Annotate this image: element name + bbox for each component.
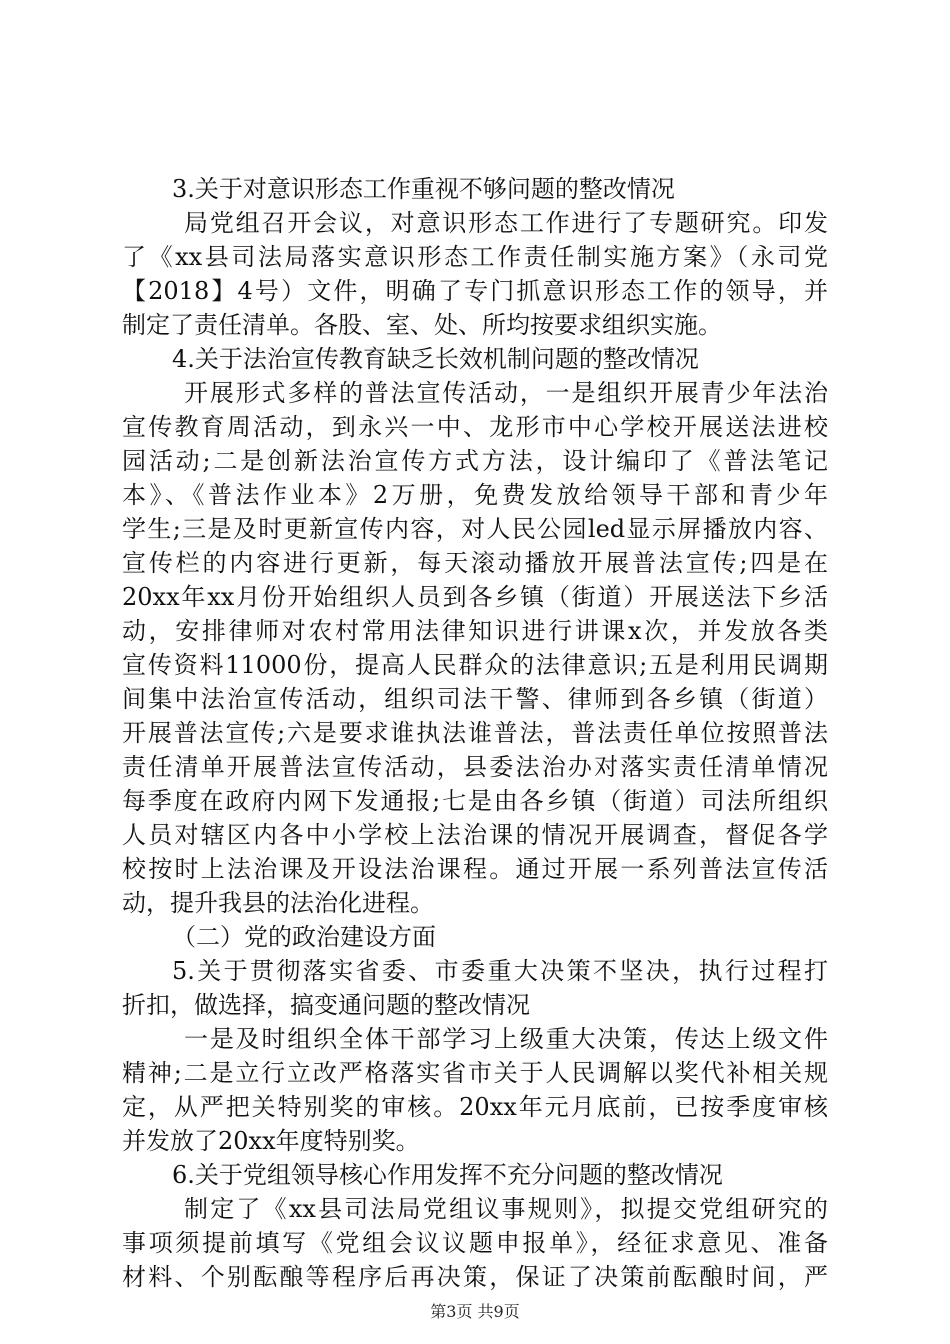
- heading-item-4: 4.关于法治宣传教育缺乏长效机制问题的整改情况: [172, 345, 699, 373]
- paragraph-line: 开展形式多样的普法宣传活动，一是组织开展青少年法治: [184, 379, 828, 407]
- paragraph-line: 制定了责任清单。各股、室、处、所均按要求组织实施。: [122, 311, 722, 339]
- paragraph-line: 宣传栏的内容进行更新，每天滚动播放开展普法宣传;四是在: [122, 549, 828, 577]
- section-heading: （二）党的政治建设方面: [172, 923, 436, 951]
- paragraph-line: 校按时上法治课及开设法治课程。通过开展一系列普法宣传活: [122, 855, 828, 883]
- page-number-footer: 第3页 共9页: [430, 1302, 520, 1321]
- paragraph-line: 20xx年xx月份开始组织人员到各乡镇（街道）开展送法下乡活: [122, 583, 828, 611]
- paragraph-line: 人员对辖区内各中小学校上法治课的情况开展调查，督促各学: [122, 821, 828, 849]
- paragraph-line: 材料、个别酝酿等程序后再决策，保证了决策前酝酿时间，严: [122, 1263, 828, 1291]
- heading-item-5: 5.关于贯彻落实省委、市委重大决策不坚决，执行过程打: [172, 957, 828, 985]
- paragraph-line: 定，从严把关特别奖的审核。20xx年元月底前，已按季度审核: [122, 1093, 828, 1121]
- paragraph-line: 并发放了20xx年度特别奖。: [122, 1127, 420, 1155]
- paragraph-line: 【2018】4号）文件，明确了专门抓意识形态工作的领导，并: [122, 277, 828, 305]
- paragraph-line: 了《xx县司法局落实意识形态工作责任制实施方案》（永司党: [122, 243, 828, 271]
- paragraph-line: 动，安排律师对农村常用法律知识进行讲课x次，并发放各类: [122, 617, 828, 645]
- paragraph-line: 一是及时组织全体干部学习上级重大决策，传达上级文件: [184, 1025, 828, 1053]
- paragraph-line: 间集中法治宣传活动，组织司法干警、律师到各乡镇（街道）: [122, 685, 828, 713]
- paragraph-line: 开展普法宣传;六是要求谁执法谁普法，普法责任单位按照普法: [122, 719, 828, 747]
- heading-item-6: 6.关于党组领导核心作用发挥不充分问题的整改情况: [172, 1161, 723, 1189]
- paragraph-line: 学生;三是及时更新宣传内容，对人民公园led显示屏播放内容、: [122, 515, 828, 543]
- paragraph-line: 每季度在政府内网下发通报;七是由各乡镇（街道）司法所组织: [122, 787, 828, 815]
- paragraph-line: 事项须提前填写《党组会议议题申报单》，经征求意见、准备: [122, 1229, 828, 1257]
- paragraph-line: 精神;二是立行立改严格落实省市关于人民调解以奖代补相关规: [122, 1059, 828, 1087]
- paragraph-line: 局党组召开会议，对意识形态工作进行了专题研究。印发: [184, 209, 828, 237]
- paragraph-line: 责任清单开展普法宣传活动，县委法治办对落实责任清单情况: [122, 753, 828, 781]
- paragraph-line: 本》、《普法作业本》2万册，免费发放给领导干部和青少年: [122, 481, 828, 509]
- heading-item-3: 3.关于对意识形态工作重视不够问题的整改情况: [172, 175, 675, 203]
- paragraph-line: 宣传教育周活动，到永兴一中、龙形市中心学校开展送法进校: [122, 413, 828, 441]
- paragraph-line: 动，提升我县的法治化进程。: [122, 889, 434, 917]
- paragraph-line: 园活动;二是创新法治宣传方式方法，设计编印了《普法笔记: [122, 447, 828, 475]
- paragraph-line: 制定了《xx县司法局党组议事规则》，拟提交党组研究的: [184, 1195, 828, 1223]
- paragraph-line: 宣传资料11000份，提高人民群众的法律意识;五是利用民调期: [122, 651, 828, 679]
- heading-item-5-cont: 折扣，做选择，搞变通问题的整改情况: [122, 991, 530, 1019]
